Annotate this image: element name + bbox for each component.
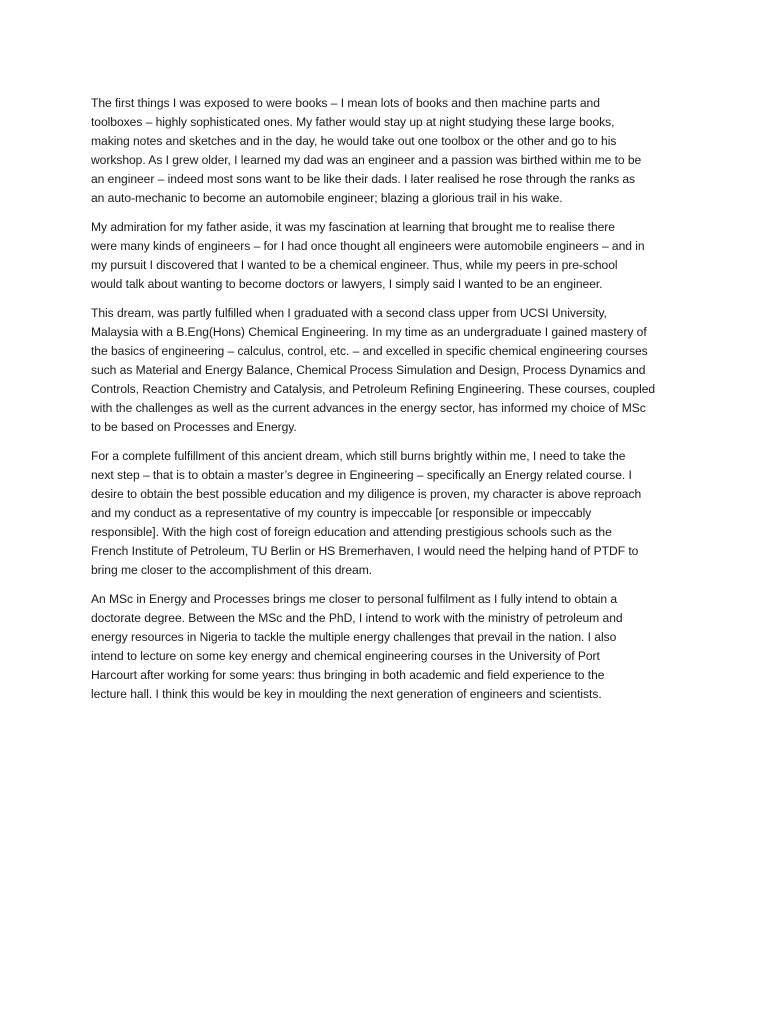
text-line: desire to obtain the best possible education and my diligence is proven, my character is above reproach	[91, 487, 642, 501]
paragraph-4	[91, 447, 681, 580]
text-line: the basics of engineering – calculus, control, etc. – and excelled in specific chemical engineering courses	[91, 344, 648, 358]
text-line: an auto-mechanic to become an automobile engineer; blazing a glorious trail in his wake.	[91, 191, 563, 205]
text-line: French Institute of Petroleum, TU Berlin or HS Bremerhaven, I would need the helping hand of PTDF to	[91, 544, 639, 558]
paragraph-3	[91, 304, 681, 437]
text-line: energy resources in Nigeria to tackle the multiple energy challenges that prevail in the nation. I also	[91, 630, 617, 644]
paragraph-1	[91, 94, 681, 208]
text-line: bring me closer to the accomplishment of this dream.	[91, 563, 373, 577]
text-line: intend to lecture on some key energy and chemical engineering courses in the University of Port	[91, 649, 600, 663]
text-line: My admiration for my father aside, it was my fascination at learning that brought me to realise there	[91, 220, 615, 234]
text-line: responsible]. With the high cost of foreign education and attending prestigious schools such as the	[91, 525, 612, 539]
text-line: doctorate degree. Between the MSc and the PhD, I intend to work with the ministry of petroleum and	[91, 611, 623, 625]
text-line: Controls, Reaction Chemistry and Catalysis, and Petroleum Refining Engineering. These courses, coupled	[91, 382, 656, 396]
text-line: toolboxes – highly sophisticated ones. My father would stay up at night studying these large books,	[91, 115, 615, 129]
text-line: An MSc in Energy and Processes brings me closer to personal fulfilment as I fully intend to obtain a	[91, 592, 618, 606]
text-line: were many kinds of engineers – for I had once thought all engineers were automobile engineers – and in	[91, 239, 645, 253]
paragraph-2	[91, 218, 681, 294]
text-line: would talk about wanting to become doctors or lawyers, I simply said I wanted to be an engineer.	[91, 277, 603, 291]
text-line: with the challenges as well as the current advances in the energy sector, has informed my choice of MSc	[91, 401, 646, 415]
text-line: making notes and sketches and in the day, he would take out one toolbox or the other and go to his	[91, 134, 617, 148]
text-line: and my conduct as a representative of my country is impeccable [or responsible or impeccably	[91, 506, 592, 520]
text-line: For a complete fulfillment of this ancient dream, which still burns brightly within me, I need to take the	[91, 449, 626, 463]
document-body	[91, 94, 681, 714]
text-line: This dream, was partly fulfilled when I graduated with a second class upper from UCSI University,	[91, 306, 607, 320]
text-line: my pursuit I discovered that I wanted to be a chemical engineer. Thus, while my peers in pre-school	[91, 258, 618, 272]
text-line: next step – that is to obtain a master’s degree in Engineering – specifically an Energy related course. I	[91, 468, 632, 482]
text-line: an engineer – indeed most sons want to be like their dads. I later realised he rose through the ranks as	[91, 172, 636, 186]
text-line: The first things I was exposed to were books – I mean lots of books and then machine parts and	[91, 96, 600, 110]
text-line: such as Material and Energy Balance, Chemical Process Simulation and Design, Process Dynamics and	[91, 363, 646, 377]
paragraph-5	[91, 590, 681, 704]
text-line: Harcourt after working for some years: thus bringing in both academic and field experience to the	[91, 668, 605, 682]
text-line: lecture hall. I think this would be key in moulding the next generation of engineers and scientists.	[91, 687, 602, 701]
text-line: to be based on Processes and Energy.	[91, 420, 297, 434]
text-line: Malaysia with a B.Eng(Hons) Chemical Engineering. In my time as an undergraduate I gained mastery of	[91, 325, 647, 339]
text-line: workshop. As I grew older, I learned my dad was an engineer and a passion was birthed within me to be	[91, 153, 642, 167]
